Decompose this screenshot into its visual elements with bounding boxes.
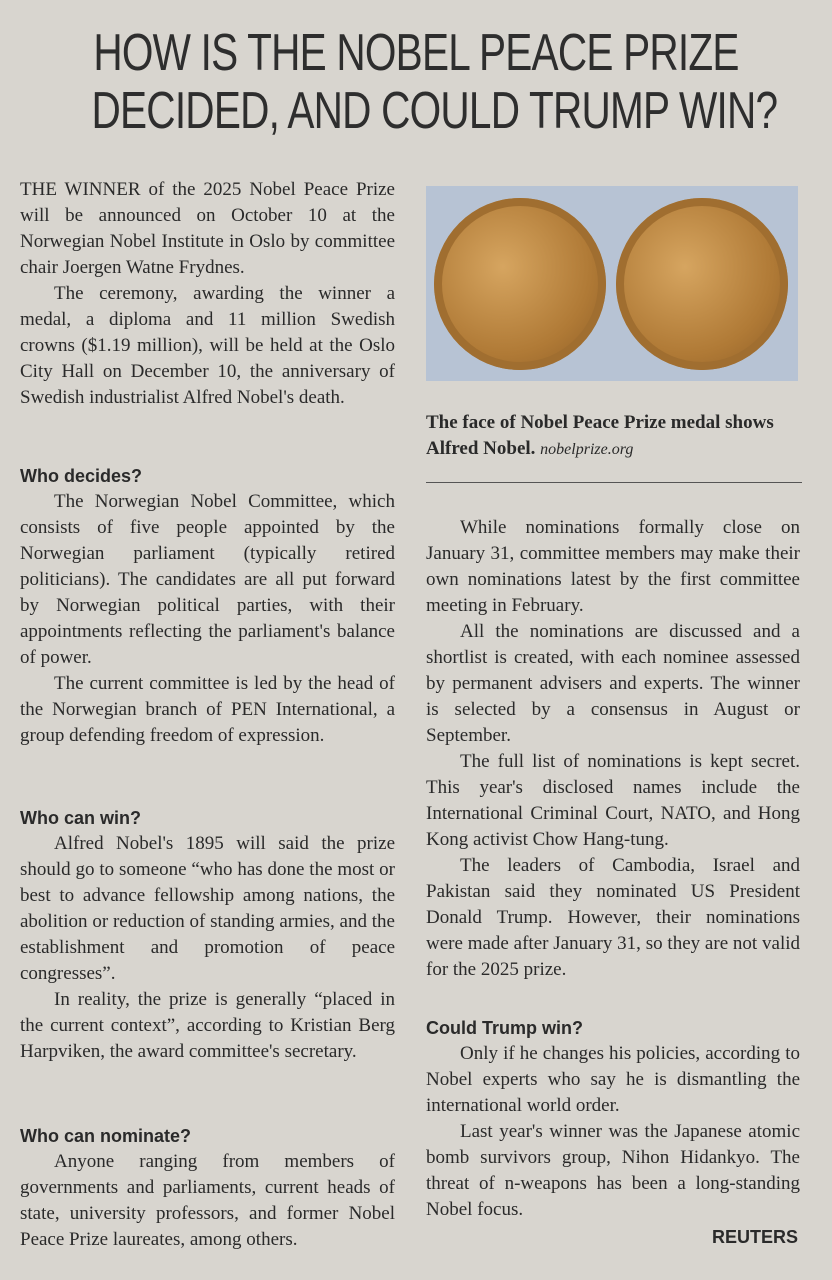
paragraph: In reality, the prize is generally “placed in the current context”, according to Kristian Berg Harpviken, the award committee's secretary. [20, 989, 395, 1062]
could-trump-win-body [426, 1041, 800, 1223]
headline-line-2: DECIDED, AND COULD TRUMP WIN? [91, 82, 778, 140]
divider [426, 482, 802, 483]
who-can-win-body [20, 831, 395, 1065]
section-heading: Who can nominate? [20, 1126, 191, 1146]
caption-text: The face of Nobel Peace Prize medal shows Alfred Nobel. [426, 412, 774, 459]
medal-back-image [616, 198, 788, 370]
section-heading: Who decides? [20, 466, 143, 486]
byline: REUTERS [711, 1227, 798, 1247]
who-can-nominate-body [20, 1149, 395, 1253]
paragraph: The full list of nominations is kept secret. This year's disclosed names include the International Criminal Court, NATO, and Hong Kong activist Chow Hang-tung. [426, 751, 800, 850]
paragraph: All the nominations are discussed and a shortlist is created, with each nominee assessed by permanent advisers and experts. The winner is selected by a consensus in August or September. [426, 621, 800, 746]
section-heading: Could Trump win? [426, 1018, 583, 1038]
paragraph: The current committee is led by the head of the Norwegian branch of PEN International, a group defending freedom of expression. [20, 673, 395, 746]
intro-paragraph: THE WINNER of the 2025 Nobel Peace Prize will be announced on October 10 at the Norwegian Nobel Institute in Oslo by committee chair Joergen Watne Frydnes. [20, 179, 395, 278]
photo-credit: nobelprize.org [540, 441, 634, 458]
who-decides-body [20, 489, 395, 749]
intro [20, 177, 395, 411]
paragraph: Last year's winner was the Japanese atomic bomb survivors group, Nihon Hidankyo. The threat of n-weapons has been a long-standing Nobel focus. [426, 1121, 800, 1220]
medal-photo [426, 186, 798, 381]
paragraph: Alfred Nobel's 1895 will said the prize should go to someone “who has done the most or best to advance fellowship among nations, the abolition or reduction of standing armies, and the establishment and promotion of peace congresses”. [20, 833, 395, 984]
paragraph: Anyone ranging from members of governments and parliaments, current heads of state, university professors, and former Nobel Peace Prize laureates, among others. [20, 1151, 395, 1250]
section-heading: Who can win? [20, 808, 141, 828]
headline [91, 24, 778, 140]
right-column-body [426, 515, 800, 983]
paragraph: The Norwegian Nobel Committee, which consists of five people appointed by the Norwegian parliament (typically retired politicians). The candidates are all put forward by Norwegian political parties, with their appointments reflecting the parliament's balance of power. [20, 491, 395, 668]
headline-line-1: HOW IS THE NOBEL PEACE PRIZE [93, 24, 739, 82]
paragraph: Only if he changes his policies, according to Nobel experts who say he is dismantling the international world order. [426, 1043, 800, 1116]
medal-front-image [434, 198, 606, 370]
paragraph: The leaders of Cambodia, Israel and Pakistan said they nominated US President Donald Trump. However, their nominations were made after January 31, so they are not valid for the 2025 prize. [426, 855, 800, 980]
intro-paragraph: The ceremony, awarding the winner a medal, a diploma and 11 million Swedish crowns ($1.19 million), will be held at the Oslo City Hall on December 10, the anniversary of Swedish industrialist Alfred Nobel's death. [20, 283, 395, 408]
photo-caption [426, 410, 800, 463]
paragraph: While nominations formally close on January 31, committee members may make their own nominations latest by the first committee meeting in February. [426, 517, 800, 616]
